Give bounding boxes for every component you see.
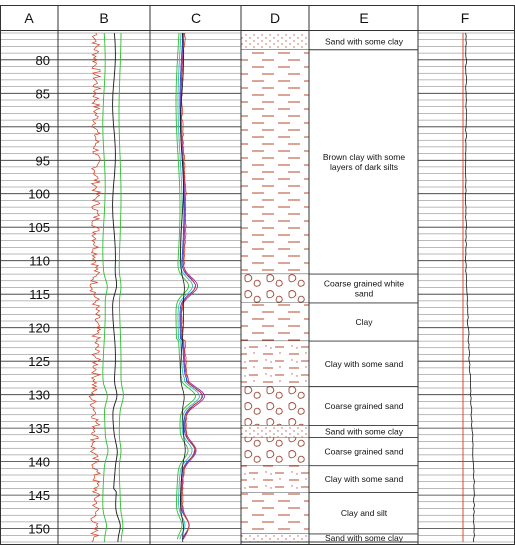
layer-label: Brown clay with some layers of dark silts <box>322 151 406 172</box>
column-header-f: F <box>460 10 470 26</box>
depth-axis <box>28 53 50 537</box>
lithology-layer <box>241 274 309 303</box>
lithology-layer <box>241 33 309 50</box>
depth-label: 115 <box>29 287 50 303</box>
column-header-d: D <box>269 10 281 26</box>
depth-label: 135 <box>28 421 50 437</box>
depth-label: 125 <box>28 354 50 370</box>
layer-label: Clay with some sand <box>324 358 404 369</box>
lithology-descriptions <box>323 36 405 543</box>
layer-label: Coarse grained sand <box>324 401 404 411</box>
depth-label: 95 <box>35 153 50 169</box>
lithology-layer <box>241 341 309 387</box>
depth-label: 85 <box>35 86 50 102</box>
layer-label: Coarse grained white sand <box>323 278 405 299</box>
lithology-layer <box>241 303 309 341</box>
depth-label: 120 <box>28 320 50 336</box>
lithology-layer <box>241 534 309 542</box>
layer-label: Sand with some clay <box>325 426 403 437</box>
layer-label: Sand with some clay <box>325 533 403 543</box>
depth-label: 145 <box>28 488 50 504</box>
layer-label: Clay <box>355 317 373 327</box>
depth-label: 90 <box>35 119 50 135</box>
depth-label: 150 <box>28 521 50 537</box>
depth-label: 80 <box>35 52 50 68</box>
column-header-e: E <box>359 10 369 26</box>
layer-label: Clay with some sand <box>324 474 404 484</box>
column-header-a: A <box>24 10 34 26</box>
layer-label: Coarse grained sand <box>324 446 404 457</box>
column-header-b: B <box>99 10 109 26</box>
lithology-layer <box>241 387 309 426</box>
depth-label: 105 <box>28 220 50 236</box>
depth-label: 110 <box>29 253 50 269</box>
lithology-layer <box>241 466 309 493</box>
depth-label: 140 <box>28 454 50 470</box>
depth-label: 130 <box>28 387 50 403</box>
column-header-c: C <box>190 10 202 26</box>
lithology-layer <box>241 50 309 274</box>
lithology-layer <box>241 492 309 534</box>
lithology-layer <box>241 425 309 437</box>
lithology-layer <box>241 438 309 466</box>
layer-label: Clay and silt <box>340 508 388 519</box>
layer-label: Sand with some clay <box>325 36 403 47</box>
depth-label: 100 <box>28 186 50 202</box>
